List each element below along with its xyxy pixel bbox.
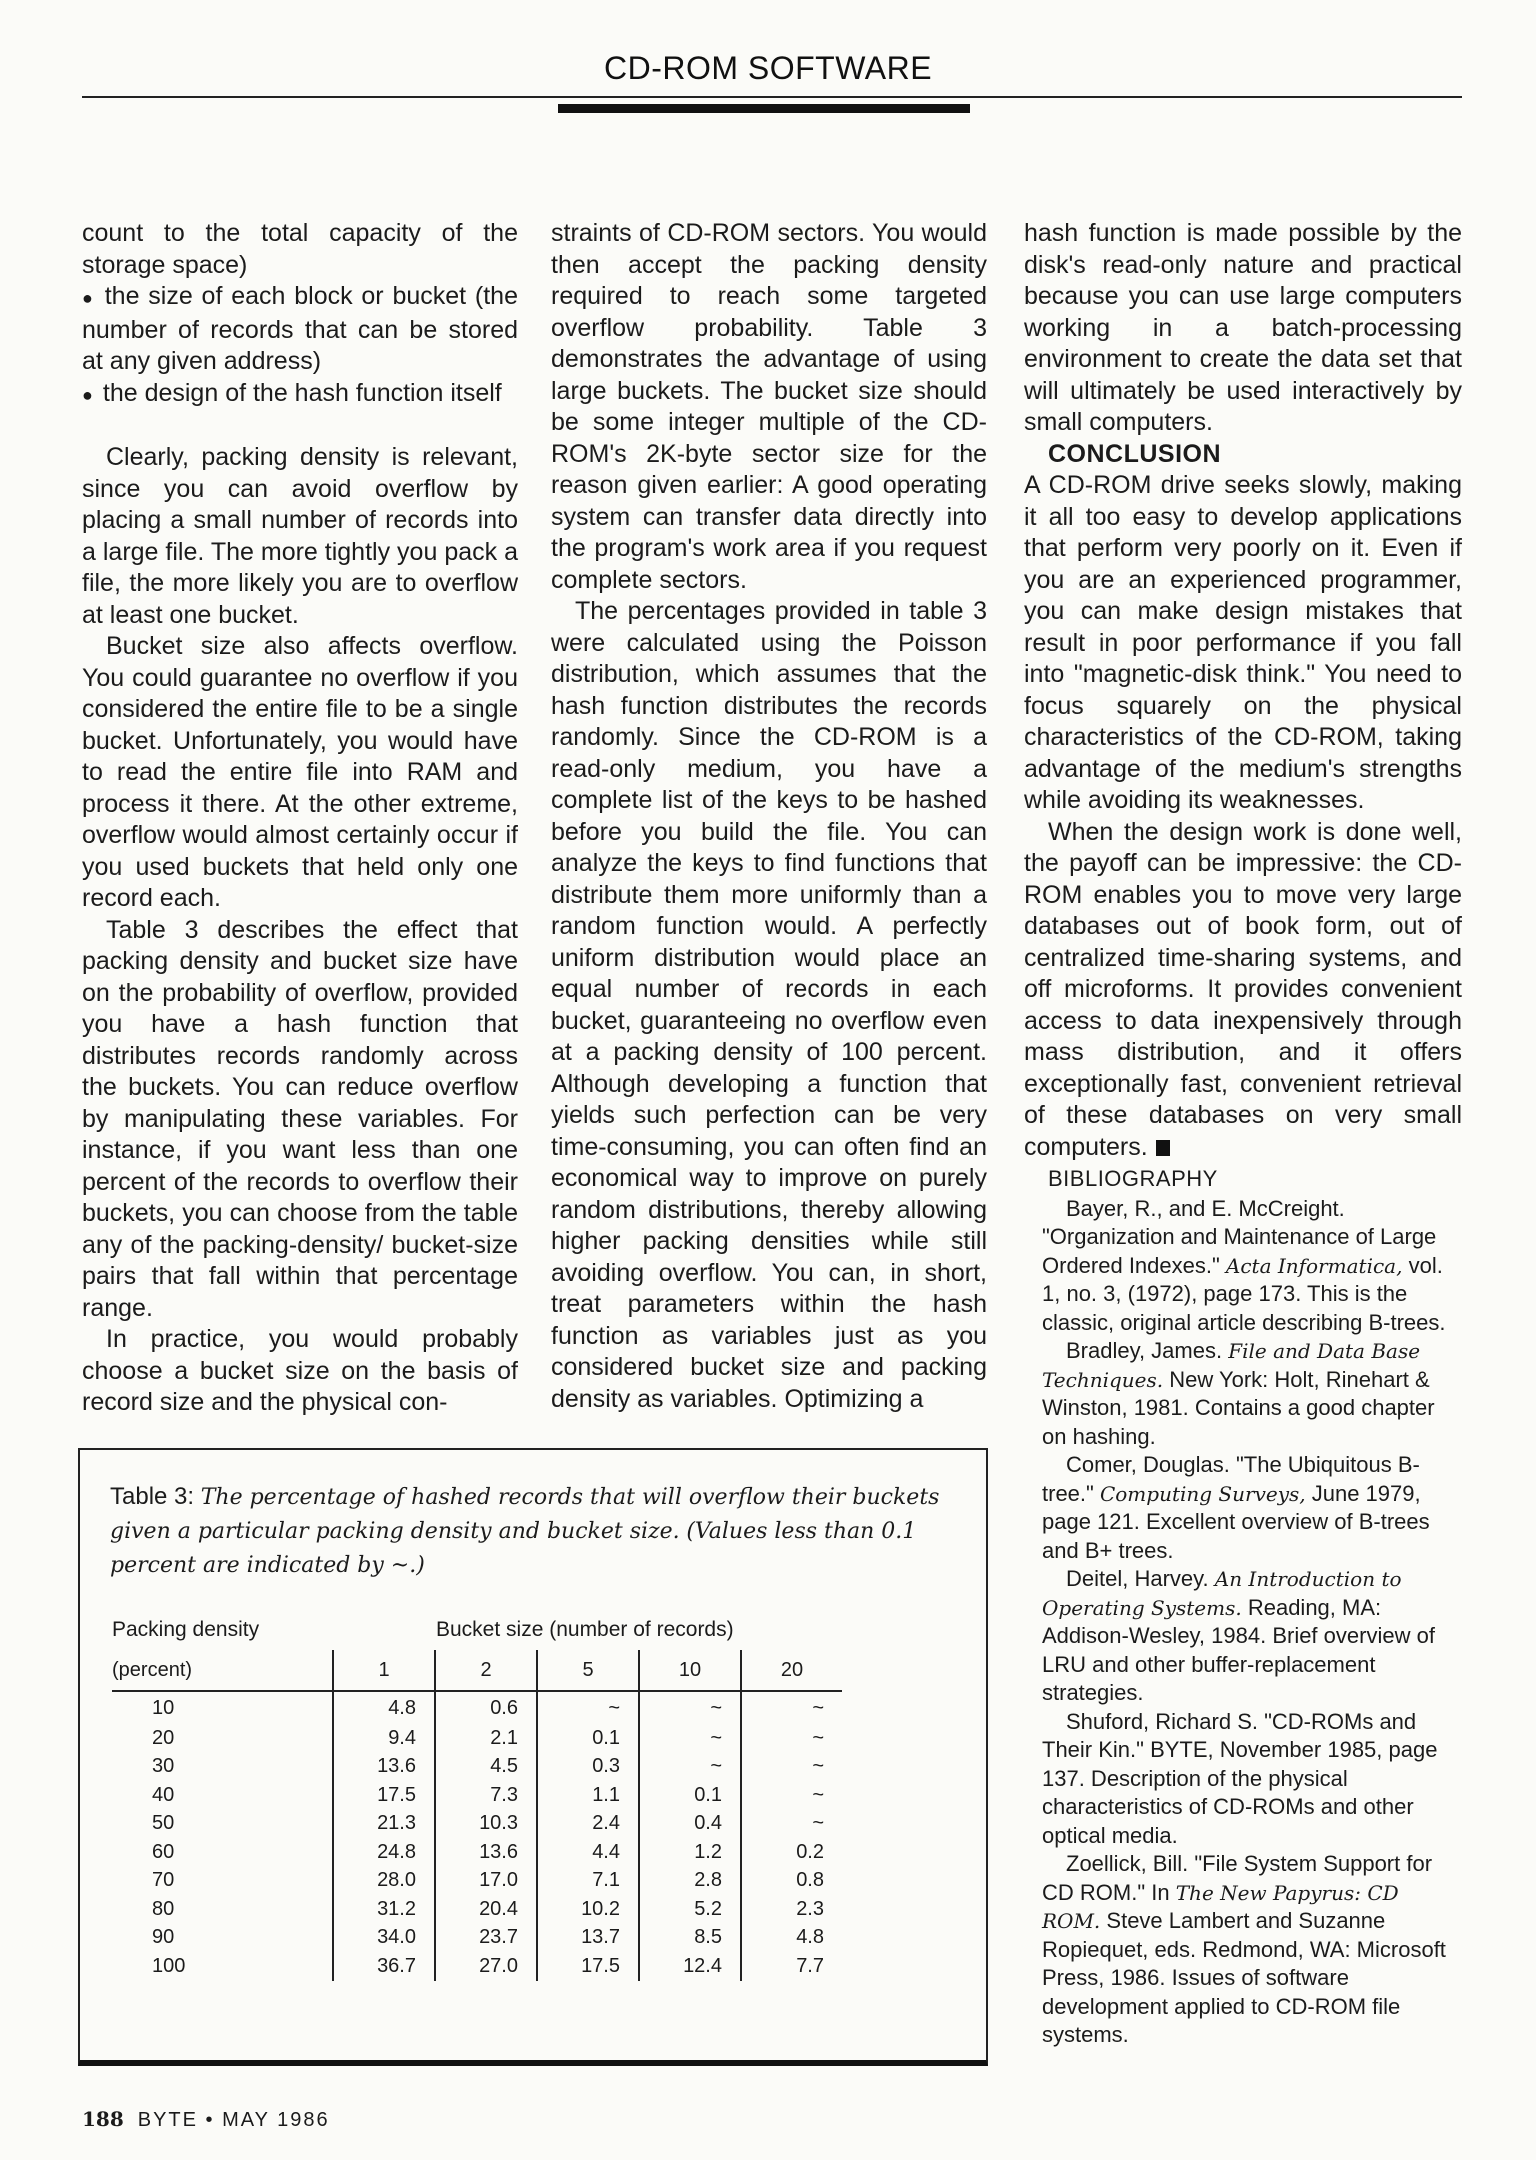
paragraph-text: When the design work is done well, the payoff can be impressive: the CD-ROM enables you to move very large databases out of book form, out of centralized time-sharing systems, and off microforms. It provides convenient access to data inexpensively through mass distribution, and it offers exceptionally fast, convenient retrieval of these databases on very small computers. <box>1024 817 1462 1161</box>
table-cell: 0.3 <box>537 1753 639 1782</box>
table-3-box <box>78 1448 988 2066</box>
bibliography-entry: Comer, Douglas. "The Ubiquitous B-tree." Computing Surveys, June 1979, page 121. Excellent overview of B-trees and B+ trees. <box>1042 1452 1430 1563</box>
table-cell: 17.5 <box>537 1952 639 1981</box>
row-density: 70 <box>152 1869 175 1892</box>
paragraph <box>1024 817 1462 1164</box>
table-cell: 1.2 <box>639 1838 741 1867</box>
row-density: 100 <box>152 1954 186 1977</box>
table-cell: 7.3 <box>435 1781 537 1810</box>
page-header-title: CD-ROM SOFTWARE <box>603 50 933 86</box>
table-cell: 0.8 <box>741 1867 842 1896</box>
paragraph: count to the total capacity of the storage space) <box>82 219 518 279</box>
paragraph: Clearly, packing density is relevant, since you can avoid overflow by placing a small number of records into a large file. The more tightly you pack a file, the more likely you are to overflow at least one bucket. <box>82 443 518 629</box>
table-cell: 0.1 <box>537 1724 639 1753</box>
table-cell: ~ <box>741 1810 842 1839</box>
table-cell: 17.0 <box>435 1867 537 1896</box>
table-cell: ~ <box>639 1753 741 1782</box>
table-caption <box>110 1480 950 1582</box>
table-row <box>112 1810 842 1839</box>
table-cell: 5.2 <box>639 1895 741 1924</box>
table-cell: ~ <box>639 1691 741 1724</box>
column-header: 2 <box>435 1650 537 1691</box>
column-2 <box>551 218 987 1415</box>
table-label: Table 3: <box>110 1483 195 1510</box>
table-cell: 27.0 <box>435 1952 537 1981</box>
paragraph: The percentages provided in table 3 were calculated using the Poisson distribution, which assumes that the hash function distributes the records randomly. Since the CD-ROM is a read-only medium, you have a complete list of the keys to be hashed before you build the file. You can analyze the keys to find functions that distribute them more uniformly than a random function would. A perfectly uniform distribution would place an equal number of records in each bucket, guaranteeing no overflow even at a packing density of 100 percent. Although developing a function that yields such perfection can be very time-consuming, you can often find an economical way to improve on purely random distributions, thereby allowing higher packing densities while still avoiding overflow. You can, in short, treat parameters within the hash function as variables just as you considered bucket size and packing density as variables. Optimizing a <box>551 597 987 1413</box>
table-cell: 2.4 <box>537 1810 639 1839</box>
table-cell: 7.1 <box>537 1867 639 1896</box>
table-cell: ~ <box>741 1781 842 1810</box>
table-cell: 4.5 <box>435 1753 537 1782</box>
table-cell: 34.0 <box>333 1924 435 1953</box>
table-row <box>112 1753 842 1782</box>
column-1 <box>82 218 518 1419</box>
table-cell: ~ <box>537 1691 639 1724</box>
table-cell: 9.4 <box>333 1724 435 1753</box>
column-header: 1 <box>333 1650 435 1691</box>
table-cell: 2.1 <box>435 1724 537 1753</box>
paragraph: Table 3 describes the effect that packing density and bucket size have on the probability of overflow, provided you have a hash function that distributes records randomly across the buckets. You can reduce overflow by manipulating these variables. For instance, if you want less than one percent of the records to overflow their buckets, you can choose from the table any of the packing-density/ bucket-size pairs that fall within that percentage range. <box>82 915 518 1322</box>
table-caption-text: The percentage of hashed records that will overflow their buckets given a particular packing density and bucket size. <box>110 1485 940 1544</box>
table-cell: 21.3 <box>333 1810 435 1839</box>
bibliography-entry: Zoellick, Bill. "File System Support for CD ROM." In The New Papyrus: CD ROM. Steve Lambert and Suzanne Ropiequet, eds. Redmond, WA: Microsoft Press, 1986. Issues of software development applied to CD-ROM file systems. <box>1042 1851 1446 2047</box>
row-density: 10 <box>112 1691 333 1724</box>
row-header-unit: (percent) <box>112 1658 193 1681</box>
row-density: 60 <box>152 1840 175 1863</box>
table-cell: 0.6 <box>435 1691 537 1724</box>
table-cell: 4.8 <box>333 1691 435 1724</box>
table-cell: 10.3 <box>435 1810 537 1839</box>
table-cell: 2.3 <box>741 1895 842 1924</box>
paragraph: A CD-ROM drive seeks slowly, making it all too easy to develop applications that perform very poorly on it. Even if you are an experienced programmer, you can make design mistakes that result in poor performance if you fall into "magnetic-disk think." You need to focus squarely on the physical characteristics of the CD-ROM, taking advantage of the medium's strengths while avoiding its weaknesses. <box>1024 471 1462 814</box>
table-cell: 36.7 <box>333 1952 435 1981</box>
table-cell: 0.4 <box>639 1810 741 1839</box>
table-cell: 31.2 <box>333 1895 435 1924</box>
table-row <box>112 1952 842 1981</box>
table-row <box>112 1895 842 1924</box>
table-cell: ~ <box>741 1691 842 1724</box>
table-row <box>112 1781 842 1810</box>
table-cell: 4.4 <box>537 1838 639 1867</box>
section-heading: CONCLUSION <box>1048 439 1222 468</box>
page-number: 188 <box>82 2107 124 2131</box>
column-group-label: Bucket size (number of records) <box>436 1618 734 1641</box>
bibliography-heading: BIBLIOGRAPHY <box>1048 1166 1218 1191</box>
bibliography-entry: Bradley, James. File and Data Base Techniques. New York: Holt, Rinehart & Winston, 1981. Contains a good chapter on hashing. <box>1042 1338 1435 1449</box>
table-cell: 8.5 <box>639 1924 741 1953</box>
row-density: 80 <box>152 1897 175 1920</box>
table-cell: 7.7 <box>741 1952 842 1981</box>
bullet-item: ● the size of each block or bucket (the number of records that can be stored at any given address) <box>82 281 518 378</box>
table-cell: 17.5 <box>333 1781 435 1810</box>
bullet-list <box>82 281 518 411</box>
table-cell: ~ <box>741 1724 842 1753</box>
table-cell: ~ <box>741 1753 842 1782</box>
table-caption-note: (Values less than 0.1 percent are indicated by ~.) <box>110 1519 917 1578</box>
paragraph: Bucket size also affects overflow. You could guarantee no overflow if you considered the entire file to be a single bucket. Unfortunately, you would have to read the entire file into RAM and process it there. At the other extreme, overflow would almost certainly occur if you used buckets that held only one record each. <box>82 632 518 912</box>
table-cell: 24.8 <box>333 1838 435 1867</box>
table-cell: 13.6 <box>435 1838 537 1867</box>
column-header: 10 <box>639 1650 741 1691</box>
table-row <box>112 1838 842 1867</box>
row-density: 40 <box>152 1783 175 1806</box>
table-cell: ~ <box>639 1724 741 1753</box>
paragraph: straints of CD-ROM sectors. You would then accept the packing density required to reach some targeted overflow probability. Table 3 demonstrates the advantage of using large buckets. The bucket size should be some integer multiple of the CD-ROM's 2K-byte sector size for the reason given earlier: A good operating system can transfer data directly into the program's work area if you request complete sectors. <box>551 219 987 594</box>
row-density: 20 <box>152 1726 175 1749</box>
bibliography-entry: Bayer, R., and E. McCreight. "Organization and Maintenance of Large Ordered Indexes." Acta Informatica, vol. 1, no. 3, (1972), page 173. This is the classic, original article describing B-trees. <box>1042 1195 1446 1335</box>
footer-text: BYTE • MAY 1986 <box>137 2109 330 2131</box>
bibliography-list <box>1024 1195 1462 2050</box>
table-row <box>112 1924 842 1953</box>
column-3 <box>1024 218 1462 2050</box>
table-cell: 2.8 <box>639 1867 741 1896</box>
data-table <box>112 1650 842 1981</box>
paragraph: hash function is made possible by the disk's read-only nature and practical because you can use large computers working in a batch-processing environment to create the data set that will ultimately be used interactively by small computers. <box>1024 219 1462 436</box>
page-footer <box>82 2107 330 2132</box>
table-cell: 1.1 <box>537 1781 639 1810</box>
row-density: 30 <box>152 1755 175 1778</box>
table-row <box>112 1867 842 1896</box>
table-cell: 4.8 <box>741 1924 842 1953</box>
header-bar <box>558 104 970 113</box>
bibliography-entry: Deitel, Harvey. An Introduction to Operating Systems. Reading, MA: Addison-Wesley, 1984. Brief overview of LRU and other buffer-replacement strategies. <box>1042 1566 1435 1705</box>
table-cell: 28.0 <box>333 1867 435 1896</box>
row-density: 50 <box>152 1812 175 1835</box>
header-rule <box>82 96 1462 98</box>
table-cell: 12.4 <box>639 1952 741 1981</box>
table-row <box>112 1724 842 1753</box>
table-cell: 0.2 <box>741 1838 842 1867</box>
row-header-label: Packing density <box>112 1618 260 1641</box>
table-cell: 10.2 <box>537 1895 639 1924</box>
paragraph: In practice, you would probably choose a bucket size on the basis of record size and the physical con- <box>82 1325 518 1416</box>
table-cell: 0.1 <box>639 1781 741 1810</box>
table-cell: 13.6 <box>333 1753 435 1782</box>
column-header: 5 <box>537 1650 639 1691</box>
end-mark-icon <box>1156 1140 1170 1156</box>
row-density: 90 <box>152 1926 175 1949</box>
table-cell: 13.7 <box>537 1924 639 1953</box>
bibliography-entry: Shuford, Richard S. "CD-ROMs and Their Kin." BYTE, November 1985, page 137. Description of the physical characteristics of CD-ROMs and other optical media. <box>1042 1708 1438 1848</box>
bullet-item: ● the design of the hash function itself <box>82 378 518 412</box>
table-row <box>112 1691 842 1724</box>
table-cell: 20.4 <box>435 1895 537 1924</box>
column-header: 20 <box>741 1650 842 1691</box>
table-cell: 23.7 <box>435 1924 537 1953</box>
